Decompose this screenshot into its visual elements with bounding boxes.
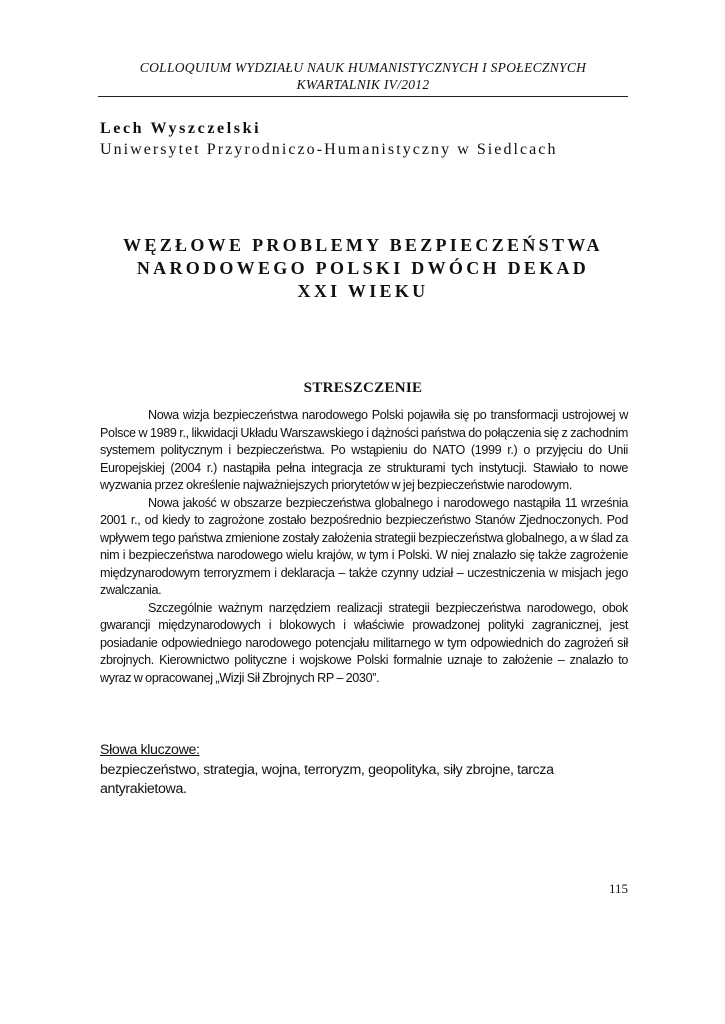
keywords-label: Słowa kluczowe:	[100, 742, 200, 758]
abstract-body	[100, 407, 628, 687]
abstract-heading: STRESZCZENIE	[303, 380, 423, 396]
journal-header	[98, 59, 628, 93]
journal-issue: KWARTALNIK IV/2012	[296, 77, 430, 92]
keywords-block	[100, 741, 628, 800]
title-line: XXI WIEKU	[297, 281, 429, 301]
journal-title: COLLOQUIUM WYDZIAŁU NAUK HUMANISTYCZNYCH I SPOŁECZNYCH	[139, 60, 587, 75]
author-affiliation: Uniwersytet Przyrodniczo-Humanistyczny w Siedlcach	[100, 141, 558, 158]
author-name: Lech Wyszczelski	[100, 120, 262, 137]
article-title	[98, 234, 628, 303]
keywords-text: bezpieczeństwo, strategia, wojna, terroryzm, geopolityka, siły zbrojne, tarcza antyrakietowa.	[100, 761, 554, 797]
title-line: WĘZŁOWE PROBLEMY BEZPIECZEŃSTWA	[123, 235, 603, 255]
abstract-paragraph: Nowa wizja bezpieczeństwa narodowego Polski pojawiła się po transformacji ustrojowej w Polsce w 1989 r., likwidacji Układu Warszawskiego i dążności państwa do połączenia się z zachodnim systemem politycznym i bezpieczeństwa. Po wstąpieniu do NATO (1999 r.) o przyjęciu do Unii Europejskiej (2004 r.) nastąpiła pełna integracja ze strukturami tych instytucji. Stawiało to nowe wyzwania przez określenie najważniejszych priorytetów w jej bezpieczeństwie narodowym.	[100, 408, 628, 492]
author-block	[100, 118, 558, 160]
header-rule	[98, 96, 628, 97]
title-line: NARODOWEGO POLSKI DWÓCH DEKAD	[136, 258, 590, 278]
page-number: 115	[608, 881, 628, 896]
abstract-paragraph: Nowa jakość w obszarze bezpieczeństwa globalnego i narodowego nastąpiła 11 września 2001 r., od kiedy to zagrożone zostało bezpośrednio bezpieczeństwo Stanów Zjednoczonych. Pod wpływem tego państwa zmienione zostały założenia strategii bezpieczeństwa globalnego, a w ślad za nim i bezpieczeństwa narodowego wielu krajów, w tym i Polski. W niej znalazło się także zagrożenie międzynarodowym terroryzmem i deklaracja – także czynny udział – uczestniczenia w misjach jego zwalczania.	[100, 495, 628, 597]
abstract-paragraph: Szczególnie ważnym narzędziem realizacji strategii bezpieczeństwa narodowego, obok gwarancji międzynarodowych i blokowych i właściwie prowadzonej polityki zagranicznej, jest posiadanie odpowiedniego narodowego potencjału militarnego w tym odpowiednich do zagrożeń sił zbrojnych. Kierownictwo polityczne i wojskowe Polski formalnie uznaje to założenie – znalazło to wyraz w opracowanej „Wizji Sił Zbrojnych RP – 2030”.	[100, 600, 628, 685]
